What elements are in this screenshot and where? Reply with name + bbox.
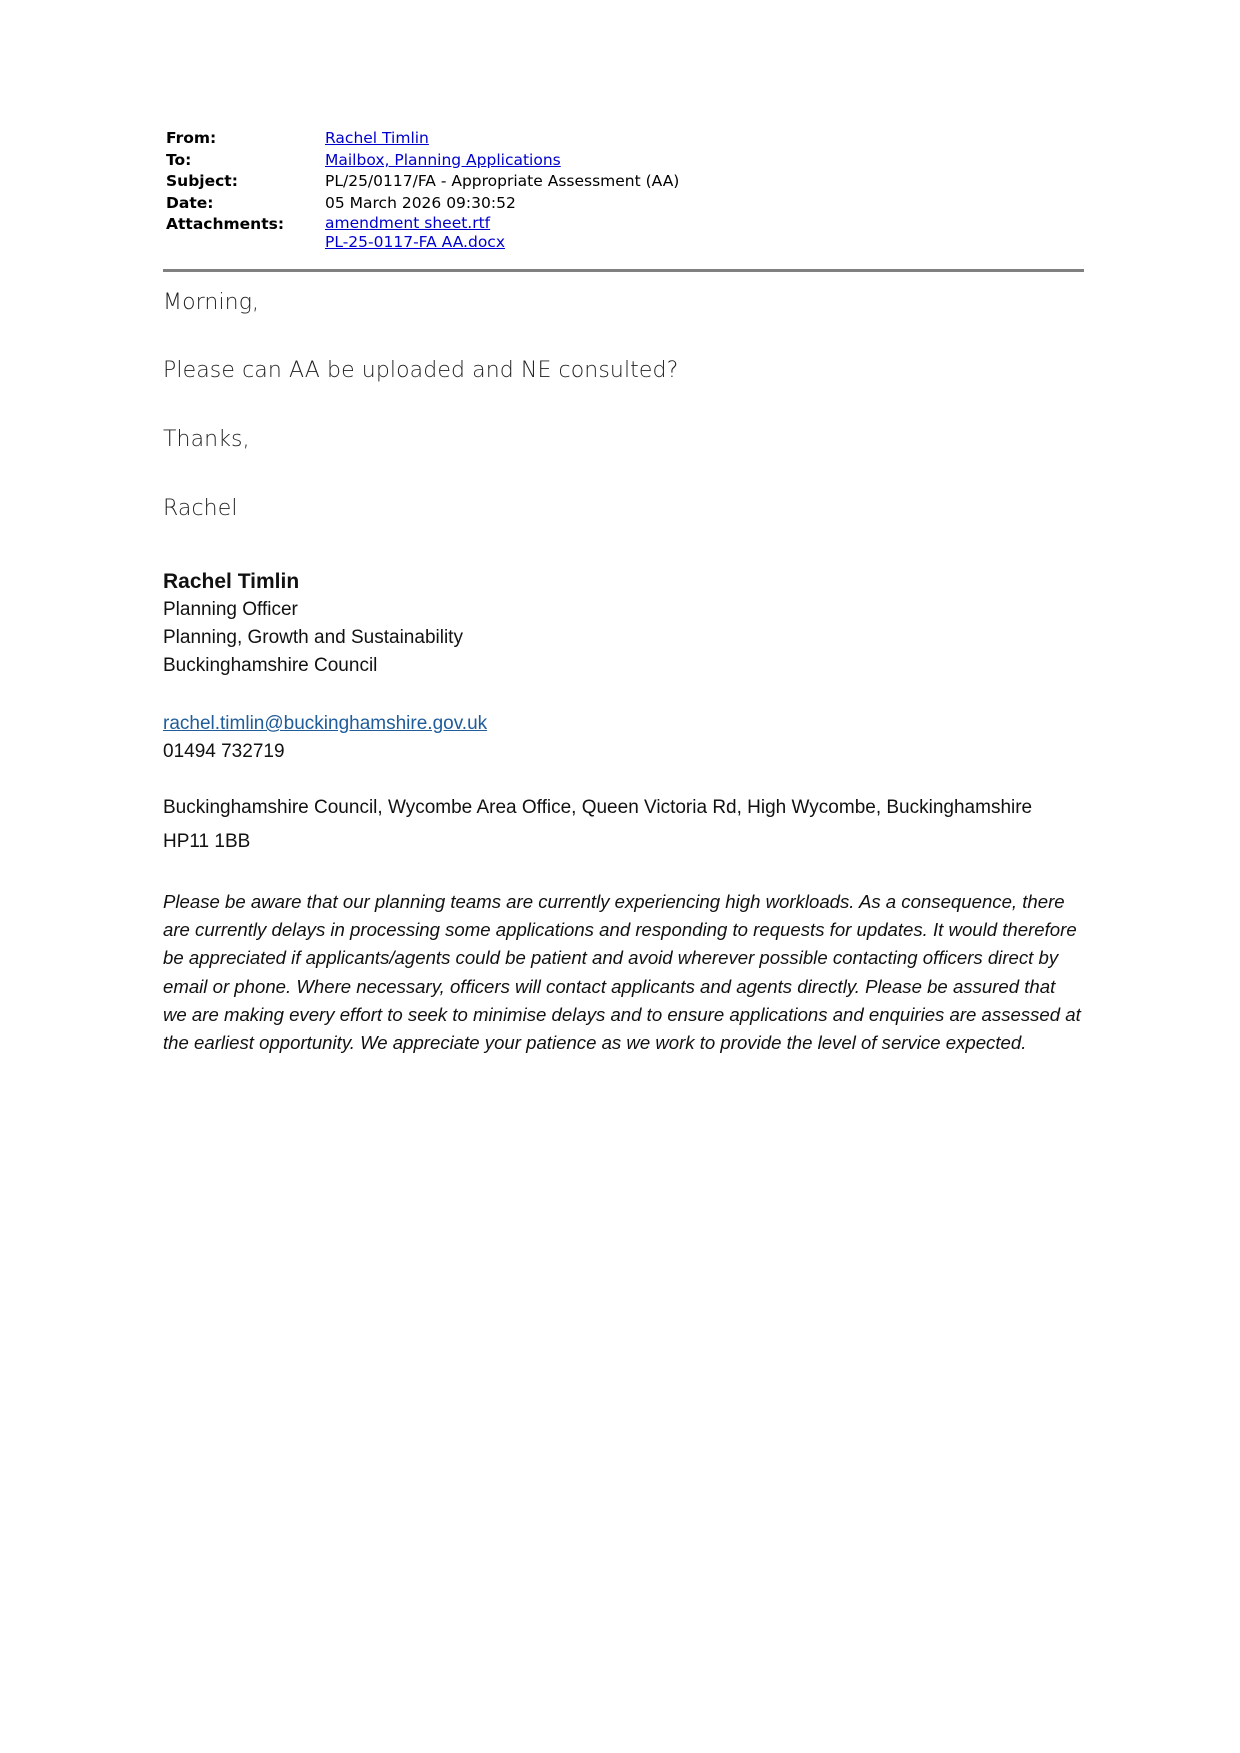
subject-value: PL/25/0117/FA - Appropriate Assessment (AA)	[325, 172, 680, 190]
greeting-text: Morning,	[163, 290, 260, 315]
to-label: To:	[166, 150, 192, 169]
request-text: Please can AA be uploaded and NE consulted?	[163, 358, 679, 383]
from-link[interactable]: Rachel Timlin	[325, 129, 429, 147]
attachment-link[interactable]: amendment sheet.rtf	[325, 214, 491, 232]
thanks-text: Thanks,	[163, 427, 250, 452]
from-row	[166, 128, 1086, 150]
signoff-text: Rachel	[163, 496, 238, 521]
date-row	[166, 193, 1086, 215]
workload-disclaimer: Please be aware that our planning teams are currently experiencing high workloads. As a consequence, there are currently delays in processing some applications and responding to requests for updates. It would therefore be appreciated if applicants/agents could be patient and avoid wherever possible contacting officers direct by email or phone. Where necessary, officers will contact applicants and agents directly. Please be assured that we are making every effort to seek to minimise delays and to ensure applications and enquiries are assessed at the earliest opportunity. We appreciate your patience as we work to provide the level of service expected.	[163, 891, 1081, 1054]
signature-address-line2: HP11 1BB	[163, 831, 251, 852]
email-header	[166, 128, 1086, 252]
from-label: From:	[166, 129, 217, 147]
header-divider	[163, 269, 1084, 272]
attachments-list	[325, 214, 1086, 252]
subject-label: Subject:	[166, 172, 238, 190]
to-link[interactable]: Mailbox, Planning Applications	[325, 150, 561, 169]
signature-title: Planning Officer	[163, 599, 298, 620]
date-label: Date:	[166, 193, 214, 212]
signature-phone: 01494 732719	[163, 741, 285, 762]
signature-name: Rachel Timlin	[163, 570, 300, 593]
date-value: 05 March 2026 09:30:52	[325, 193, 516, 212]
to-row	[166, 150, 1086, 172]
attachment-link[interactable]: PL-25-0117-FA AA.docx	[325, 233, 505, 251]
signature-address-line1: Buckinghamshire Council, Wycombe Area Office, Queen Victoria Rd, High Wycombe, Buckinghamshire	[163, 797, 1033, 818]
subject-row	[166, 171, 1086, 193]
signature-organisation: Buckinghamshire Council	[163, 655, 378, 676]
signature-email-link[interactable]: rachel.timlin@buckinghamshire.gov.uk	[163, 713, 488, 734]
signature-department: Planning, Growth and Sustainability	[163, 627, 463, 648]
attachments-label: Attachments:	[166, 215, 285, 233]
attachments-row	[166, 214, 1086, 252]
